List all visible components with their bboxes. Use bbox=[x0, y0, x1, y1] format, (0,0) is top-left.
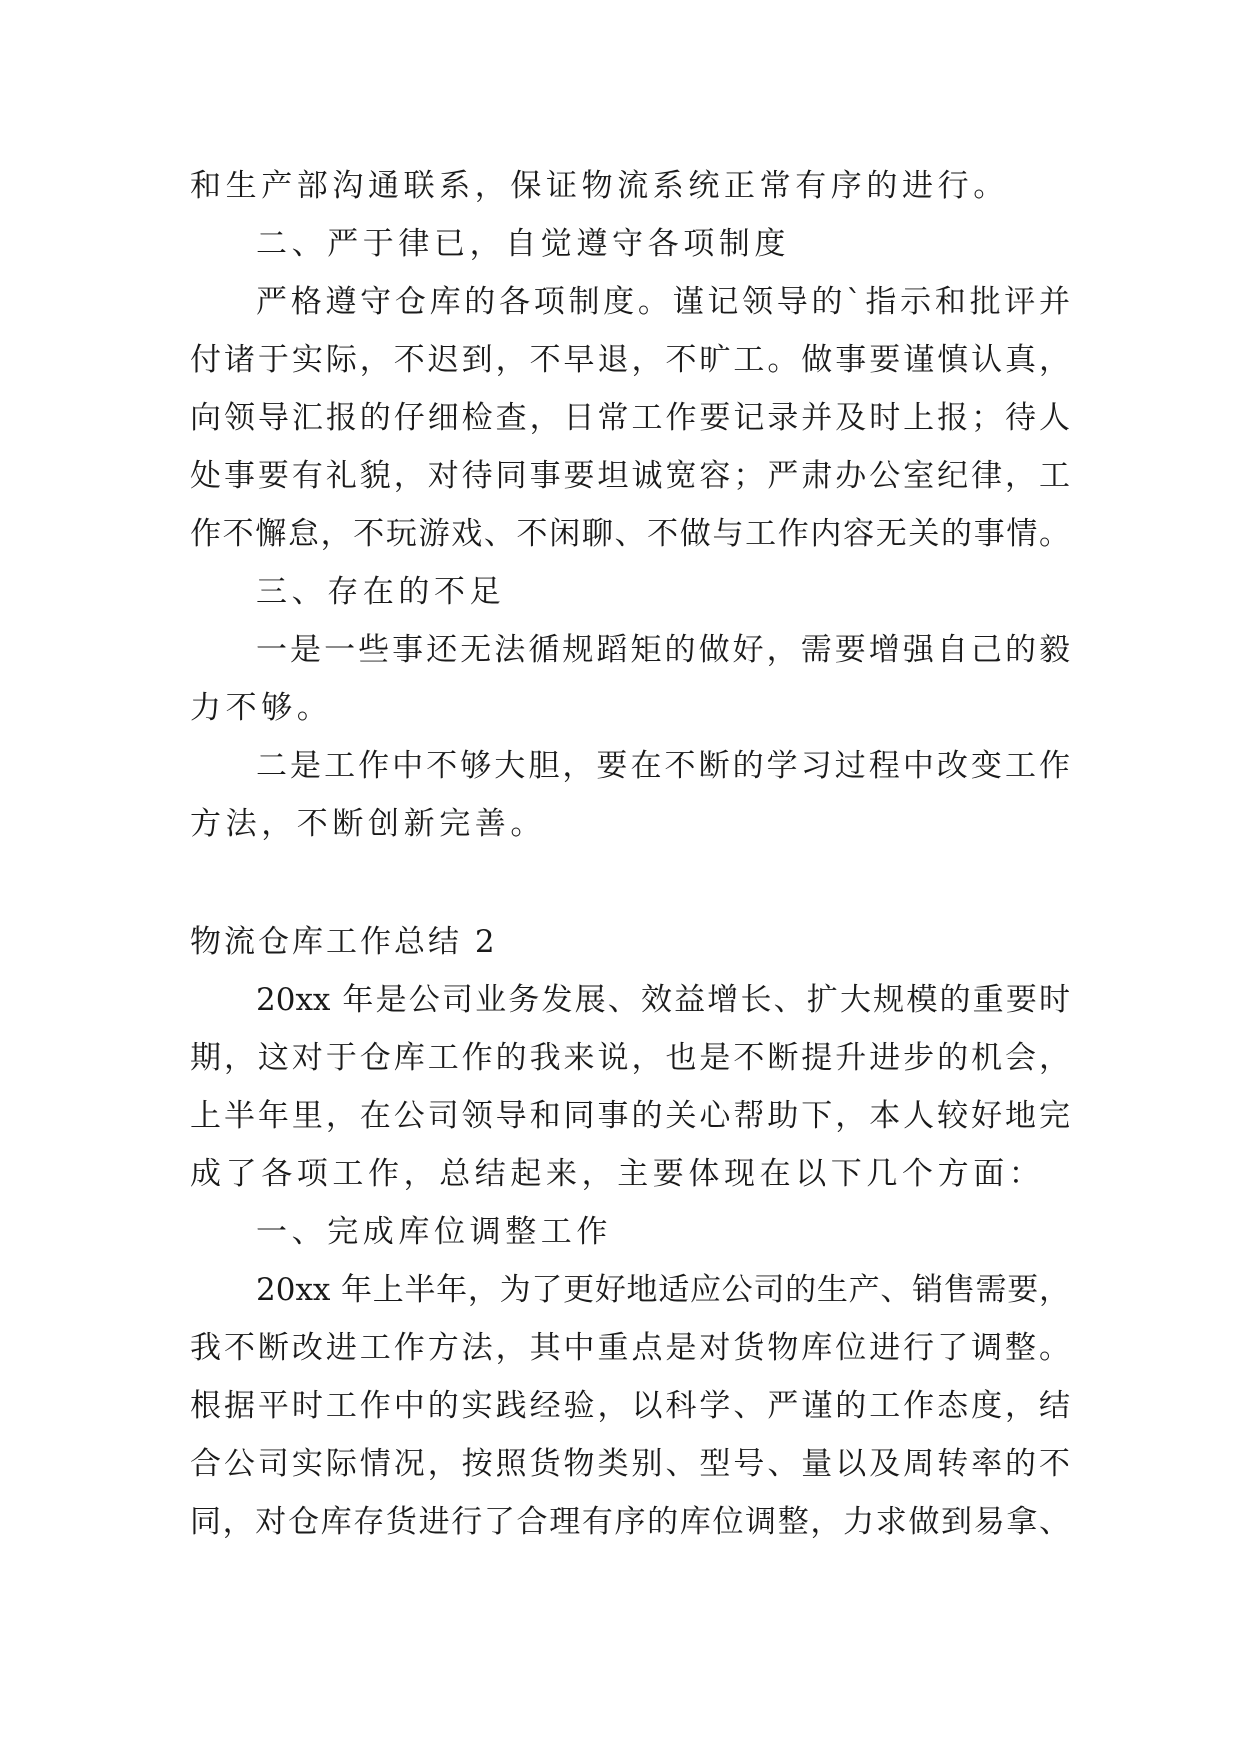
paragraph-line: 作不懈怠，不玩游戏、不闲聊、不做与工作内容无关的事情。 bbox=[190, 516, 1070, 552]
paragraph-line: 上半年里，在公司领导和同事的关心帮助下，本人较好地完 bbox=[190, 1098, 1070, 1134]
paragraph-line: 成了各项工作，总结起来，主要体现在以下几个方面： bbox=[190, 1156, 1045, 1192]
paragraph-line: 和生产部沟通联系，保证物流系统正常有序的进行。 bbox=[190, 168, 1009, 204]
paragraph-line: 向领导汇报的仔细检查，日常工作要记录并及时上报；待人 bbox=[190, 400, 1070, 436]
paragraph-line: 处事要有礼貌，对待同事要坦诚宽容；严肃办公室纪律，工 bbox=[190, 458, 1070, 494]
paragraph-line: 方法，不断创新完善。 bbox=[190, 806, 546, 842]
paragraph-line: 二是工作中不够大胆，要在不断的学习过程中改变工作 bbox=[256, 748, 1070, 784]
section-heading: 三、存在的不足 bbox=[256, 574, 506, 610]
paragraph-line: 20xx 年是公司业务发展、效益增长、扩大规模的重要时 bbox=[256, 982, 1070, 1018]
section-title: 物流仓库工作总结 2 bbox=[190, 924, 498, 960]
paragraph-line: 20xx 年上半年，为了更好地适应公司的生产、销售需要， bbox=[256, 1272, 1070, 1308]
paragraph-line: 严格遵守仓库的各项制度。谨记领导的`指示和批评并 bbox=[256, 284, 1070, 320]
paragraph-line: 根据平时工作中的实践经验，以科学、严谨的工作态度，结 bbox=[190, 1388, 1070, 1424]
paragraph-line: 付诸于实际，不迟到，不早退，不旷工。做事要谨慎认真， bbox=[190, 342, 1070, 378]
paragraph-line: 合公司实际情况，按照货物类别、型号、量以及周转率的不 bbox=[190, 1446, 1070, 1482]
paragraph-line: 我不断改进工作方法，其中重点是对货物库位进行了调整。 bbox=[190, 1330, 1070, 1366]
paragraph-line: 期，这对于仓库工作的我来说，也是不断提升进步的机会， bbox=[190, 1040, 1070, 1076]
paragraph-line: 力不够。 bbox=[190, 690, 333, 726]
paragraph-line: 同，对仓库存货进行了合理有序的库位调整，力求做到易拿、 bbox=[190, 1504, 1070, 1540]
paragraph-line: 一是一些事还无法循规蹈矩的做好，需要增强自己的毅 bbox=[256, 632, 1070, 668]
section-heading: 二、严于律已，自觉遵守各项制度 bbox=[256, 226, 790, 262]
section-heading: 一、完成库位调整工作 bbox=[256, 1214, 612, 1250]
